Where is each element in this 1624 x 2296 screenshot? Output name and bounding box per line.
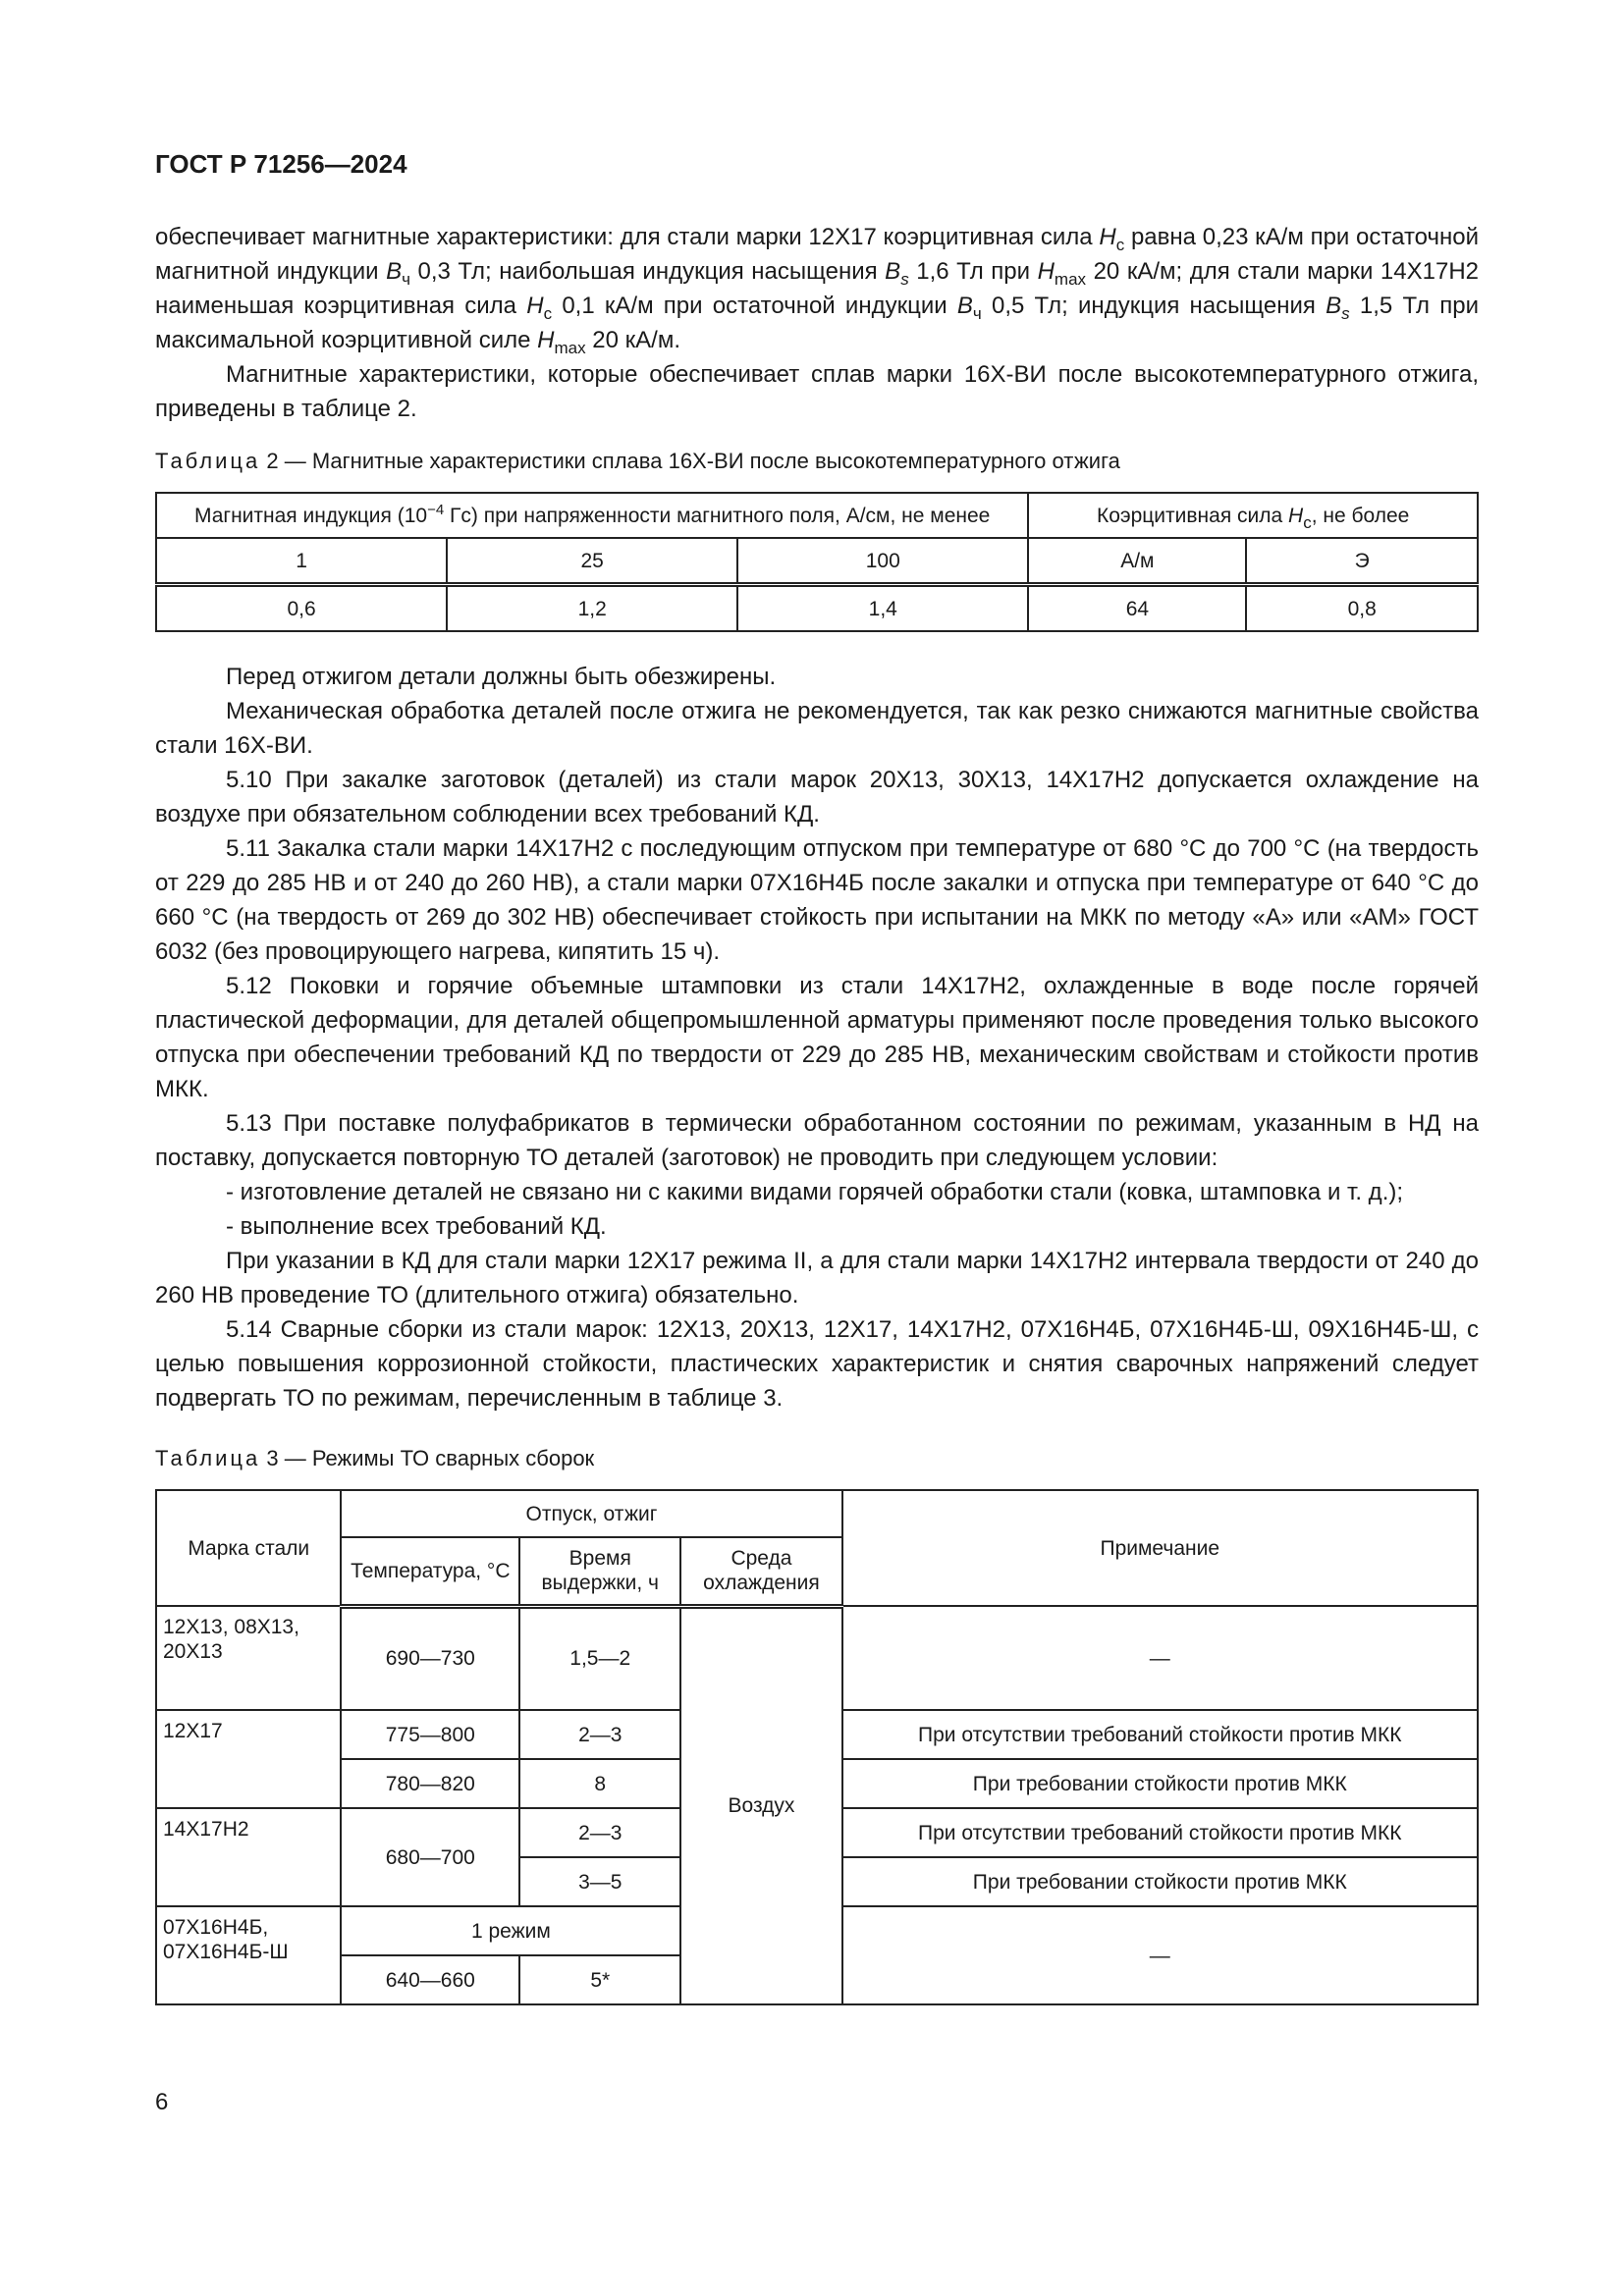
paragraph-magnetic bbox=[155, 220, 1479, 357]
cell: При требовании стойкости против МКК bbox=[842, 1759, 1478, 1808]
header-group: Отпуск, отжиг bbox=[341, 1490, 841, 1537]
header-time: Время выдержки, ч bbox=[519, 1537, 680, 1606]
sub: ч bbox=[402, 270, 410, 289]
paragraph: - изготовление деталей не связано ни с какими видами горячей обработки стали (ковка, штамповка и т. д.); bbox=[226, 1179, 1404, 1205]
cell-grade: 12Х17 bbox=[156, 1710, 341, 1808]
sub: ч bbox=[972, 304, 982, 323]
cell: 1,4 bbox=[737, 585, 1028, 632]
cell-grade: 12Х13, 08Х13, 20Х13 bbox=[156, 1606, 341, 1710]
sub: max bbox=[1054, 270, 1087, 289]
var-b: B bbox=[885, 258, 901, 285]
page-number: 6 bbox=[155, 2089, 169, 2115]
header-coercive: Коэрцитивная сила $H_c$, не более bbox=[1028, 493, 1478, 538]
cell: 780—820 bbox=[341, 1759, 519, 1808]
header-medium: Среда охлаждения bbox=[680, 1537, 841, 1606]
text: 0,1 кА/м при остаточной индукции bbox=[552, 293, 957, 319]
cell: 680—700 bbox=[341, 1808, 519, 1906]
var-h: H bbox=[526, 293, 544, 319]
text: 20 кА/м; для стали марки 14Х17Н2 наименьшая коэрцитивная сила bbox=[155, 258, 1479, 319]
paragraph: - выполнение всех требований КД. bbox=[226, 1213, 607, 1240]
cell: 5* bbox=[519, 1955, 680, 2004]
paragraph: 5.11 Закалка стали марки 14Х17Н2 с последующим отпуском при температуре от 680 °С до 700 °С (на твердость от 229 до 285 НВ и от 240 до 260 НВ), а стали марки 07Х16Н4Б после закалки и отпуска при температуре от 640 °С до 660 °С (на твердость от 269 до 302 НВ) обеспечивает стойкость при испытании на МКК по методу «А» или «АМ» ГОСТ 6032 (без провоцирующего нагрева, кипятить 15 ч). bbox=[155, 835, 1479, 965]
cell: 2—3 bbox=[519, 1808, 680, 1857]
var-h: H bbox=[537, 327, 555, 353]
header-note: Примечание bbox=[842, 1490, 1478, 1606]
caption-text: 3 — Режимы ТО сварных сборок bbox=[260, 1446, 595, 1470]
table-2-caption bbox=[155, 444, 1479, 478]
cell: 640—660 bbox=[341, 1955, 519, 2004]
cell: 1 режим bbox=[341, 1906, 680, 1955]
cell: 25 bbox=[447, 538, 737, 585]
cell: При отсутствии требований стойкости против МКК bbox=[842, 1710, 1478, 1759]
cell: 690—730 bbox=[341, 1606, 519, 1710]
header-induction: Магнитная индукция ($10^{-4}$ Гс) при напряженности магнитного поля, А/см, не менее bbox=[156, 493, 1028, 538]
cell-grade: 07Х16Н4Б, 07Х16Н4Б-Ш bbox=[156, 1906, 341, 2004]
document-header: ГОСТ Р 71256—2024 bbox=[155, 149, 407, 179]
cell: 1 bbox=[156, 538, 447, 585]
header-grade: Марка стали bbox=[156, 1490, 341, 1606]
cell: А/м bbox=[1028, 538, 1246, 585]
paragraph: Магнитные характеристики, которые обеспечивает сплав марки 16Х-ВИ после высокотемпературного отжига, приведены в таблице 2. bbox=[155, 361, 1479, 422]
table-2 bbox=[155, 492, 1479, 632]
paragraph: Механическая обработка деталей после отжига не рекомендуется, так как резко снижаются магнитные свойства стали 16Х-ВИ. bbox=[155, 698, 1479, 759]
cell: 775—800 bbox=[341, 1710, 519, 1759]
sub: max bbox=[554, 339, 586, 357]
paragraph: 5.14 Сварные сборки из стали марок: 12Х13, 20Х13, 12Х17, 14Х17Н2, 07Х16Н4Б, 07Х16Н4Б-Ш, 09Х16Н4Б-Ш, с целью повышения коррозионной стойкости, пластических характеристик и снятия сварочных напряжений следует подвергать ТО по режимам, перечисленным в таблице 3. bbox=[155, 1316, 1479, 1412]
var-h: H bbox=[1037, 258, 1055, 285]
text: 1,5 Тл при максимальной коэрцитивной силе bbox=[155, 293, 1480, 353]
text: 20 кА/м. bbox=[585, 327, 681, 353]
cell: — bbox=[842, 1606, 1478, 1710]
cell: 0,8 bbox=[1246, 585, 1478, 632]
text: обеспечивает магнитные характеристики: для стали марки 12Х17 коэрцитивная сила bbox=[155, 224, 1100, 250]
cell: При требовании стойкости против МКК bbox=[842, 1857, 1478, 1906]
paragraph: 5.10 При закалке заготовок (деталей) из стали марок 20Х13, 30Х13, 14Х17Н2 допускается охлаждение на воздухе при обязательном соблюдении всех требований КД. bbox=[155, 767, 1479, 828]
header-temp: Температура, °С bbox=[341, 1537, 519, 1606]
table-3-caption bbox=[155, 1441, 1479, 1475]
cell: 3—5 bbox=[519, 1857, 680, 1906]
cell: 64 bbox=[1028, 585, 1246, 632]
text: 1,6 Тл при bbox=[908, 258, 1038, 285]
sub: s bbox=[900, 270, 909, 289]
var-h: H bbox=[1099, 224, 1116, 250]
var-b: B bbox=[956, 293, 973, 319]
text: 0,5 Тл; индукция насыщения bbox=[981, 293, 1326, 319]
cell: При отсутствии требований стойкости против МКК bbox=[842, 1808, 1478, 1857]
text: равна 0,23 кА/м при остаточной магнитной индукции bbox=[155, 224, 1479, 285]
cell: 1,2 bbox=[447, 585, 737, 632]
cell: 2—3 bbox=[519, 1710, 680, 1759]
cell-grade: 14Х17Н2 bbox=[156, 1808, 341, 1906]
var-b: B bbox=[1326, 293, 1342, 319]
cell: 8 bbox=[519, 1759, 680, 1808]
text: 0,3 Тл; наибольшая индукция насыщения bbox=[409, 258, 886, 285]
paragraph: При указании в КД для стали марки 12Х17 режима II, а для стали марки 14Х17Н2 интервала твердости от 240 до 260 НВ проведение ТО (длительного отжига) обязательно. bbox=[155, 1248, 1479, 1308]
table-3 bbox=[155, 1489, 1479, 2005]
cell: — bbox=[842, 1906, 1478, 2004]
paragraph: Перед отжигом детали должны быть обезжирены. bbox=[226, 664, 777, 690]
paragraph: 5.12 Поковки и горячие объемные штамповки из стали 14Х17Н2, охлажденные в воде после горячей пластической деформации, для деталей общепромышленной арматуры применяют после проведения только высокого отпуска при обеспечении требований КД по твердости от 229 до 285 НВ, механическим свойствам и стойкости против МКК. bbox=[155, 973, 1479, 1102]
caption-text: 2 — Магнитные характеристики сплава 16Х-ВИ после высокотемпературного отжига bbox=[260, 449, 1120, 473]
caption-label: Таблица bbox=[155, 1446, 261, 1470]
cell: 1,5—2 bbox=[519, 1606, 680, 1710]
sub: c bbox=[543, 304, 553, 323]
cell-medium: Воздух bbox=[680, 1606, 841, 2004]
sub: c bbox=[1115, 236, 1125, 254]
cell: 100 bbox=[737, 538, 1028, 585]
page-body bbox=[155, 220, 1479, 2005]
cell: 0,6 bbox=[156, 585, 447, 632]
var-b: B bbox=[386, 258, 403, 285]
sub: s bbox=[1341, 304, 1350, 323]
caption-label: Таблица bbox=[155, 449, 261, 473]
cell: Э bbox=[1246, 538, 1478, 585]
paragraph: 5.13 При поставке полуфабрикатов в термически обработанном состоянии по режимам, указанным в НД на поставку, допускается повторную ТО деталей (заготовок) не проводить при следующем условии: bbox=[155, 1110, 1479, 1171]
